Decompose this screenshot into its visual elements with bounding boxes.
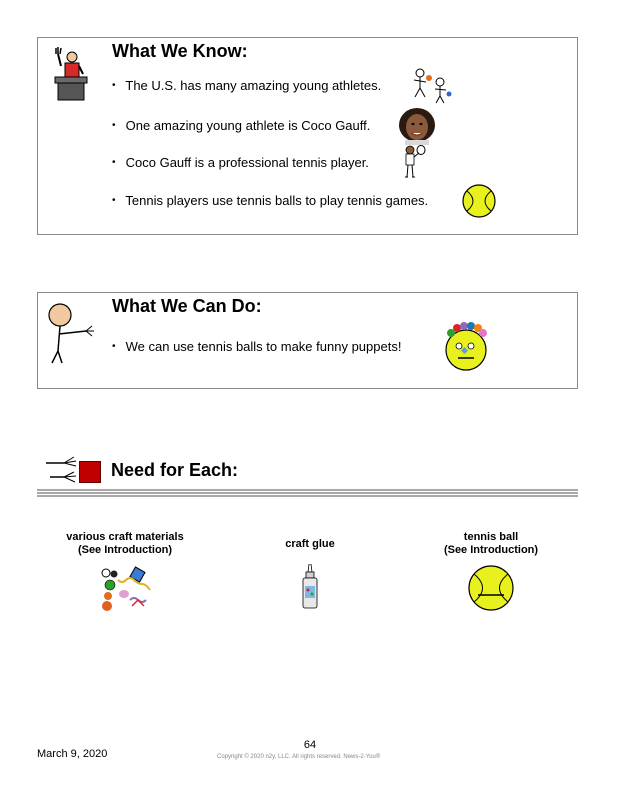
what-we-know-box	[37, 37, 578, 235]
red-square-icon	[79, 461, 101, 483]
bullet-dot: •	[112, 195, 116, 206]
tennis-player-icon	[401, 144, 427, 182]
bullet-dot: •	[112, 157, 116, 168]
list-item-text: Tennis players use tennis balls to play tennis games.	[125, 193, 429, 208]
list-item	[112, 115, 370, 137]
material-note: (See Introduction)	[77, 544, 173, 556]
material-name: various craft materials	[66, 531, 184, 543]
page-number: 64	[303, 739, 317, 751]
list-item-text: Coco Gauff is a professional tennis player.	[125, 155, 369, 170]
divider	[37, 489, 578, 498]
material-label	[50, 531, 200, 557]
teacher-at-desk-icon	[52, 44, 92, 104]
material-name: craft glue	[285, 538, 335, 550]
coco-gauff-portrait-icon	[395, 107, 439, 145]
what-we-know-list	[112, 38, 572, 228]
need-for-each-title: Need for Each:	[111, 460, 239, 480]
what-we-can-do-list	[112, 293, 572, 383]
bullet-dot: •	[112, 120, 116, 131]
list-item-text: The U.S. has many amazing young athletes.	[125, 78, 382, 93]
list-item-text: One amazing young athlete is Coco Gauff.	[125, 118, 371, 133]
list-item	[112, 336, 401, 358]
material-label	[416, 531, 566, 557]
material-note: (See Introduction)	[443, 544, 539, 556]
list-item	[112, 152, 369, 174]
tennis-ball-icon	[468, 565, 514, 611]
what-we-can-do-title: What We Can Do:	[112, 296, 262, 316]
what-we-can-do-box	[37, 292, 578, 389]
what-we-know-title: What We Know:	[112, 41, 248, 61]
list-item-text: We can use tennis balls to make funny puppets!	[125, 339, 402, 354]
tennis-ball-icon	[462, 184, 496, 218]
list-item	[112, 190, 428, 212]
athletes-icon	[408, 68, 454, 104]
bullet-dot: •	[112, 341, 116, 352]
copyright-text: Copyright © 2020 n2y, LLC. All rights reserved. News-2-You®	[217, 754, 381, 760]
list-item	[112, 75, 381, 97]
craft-materials-icon	[98, 566, 158, 612]
material-name: tennis ball	[463, 531, 519, 543]
tennis-ball-puppet-icon	[439, 320, 493, 374]
material-label	[265, 538, 355, 551]
footer-date: March 9, 2020	[37, 748, 108, 760]
bullet-dot: •	[112, 80, 116, 91]
person-reaching-icon	[42, 301, 98, 371]
hands-icon	[44, 455, 78, 485]
glue-bottle-icon	[300, 564, 320, 610]
